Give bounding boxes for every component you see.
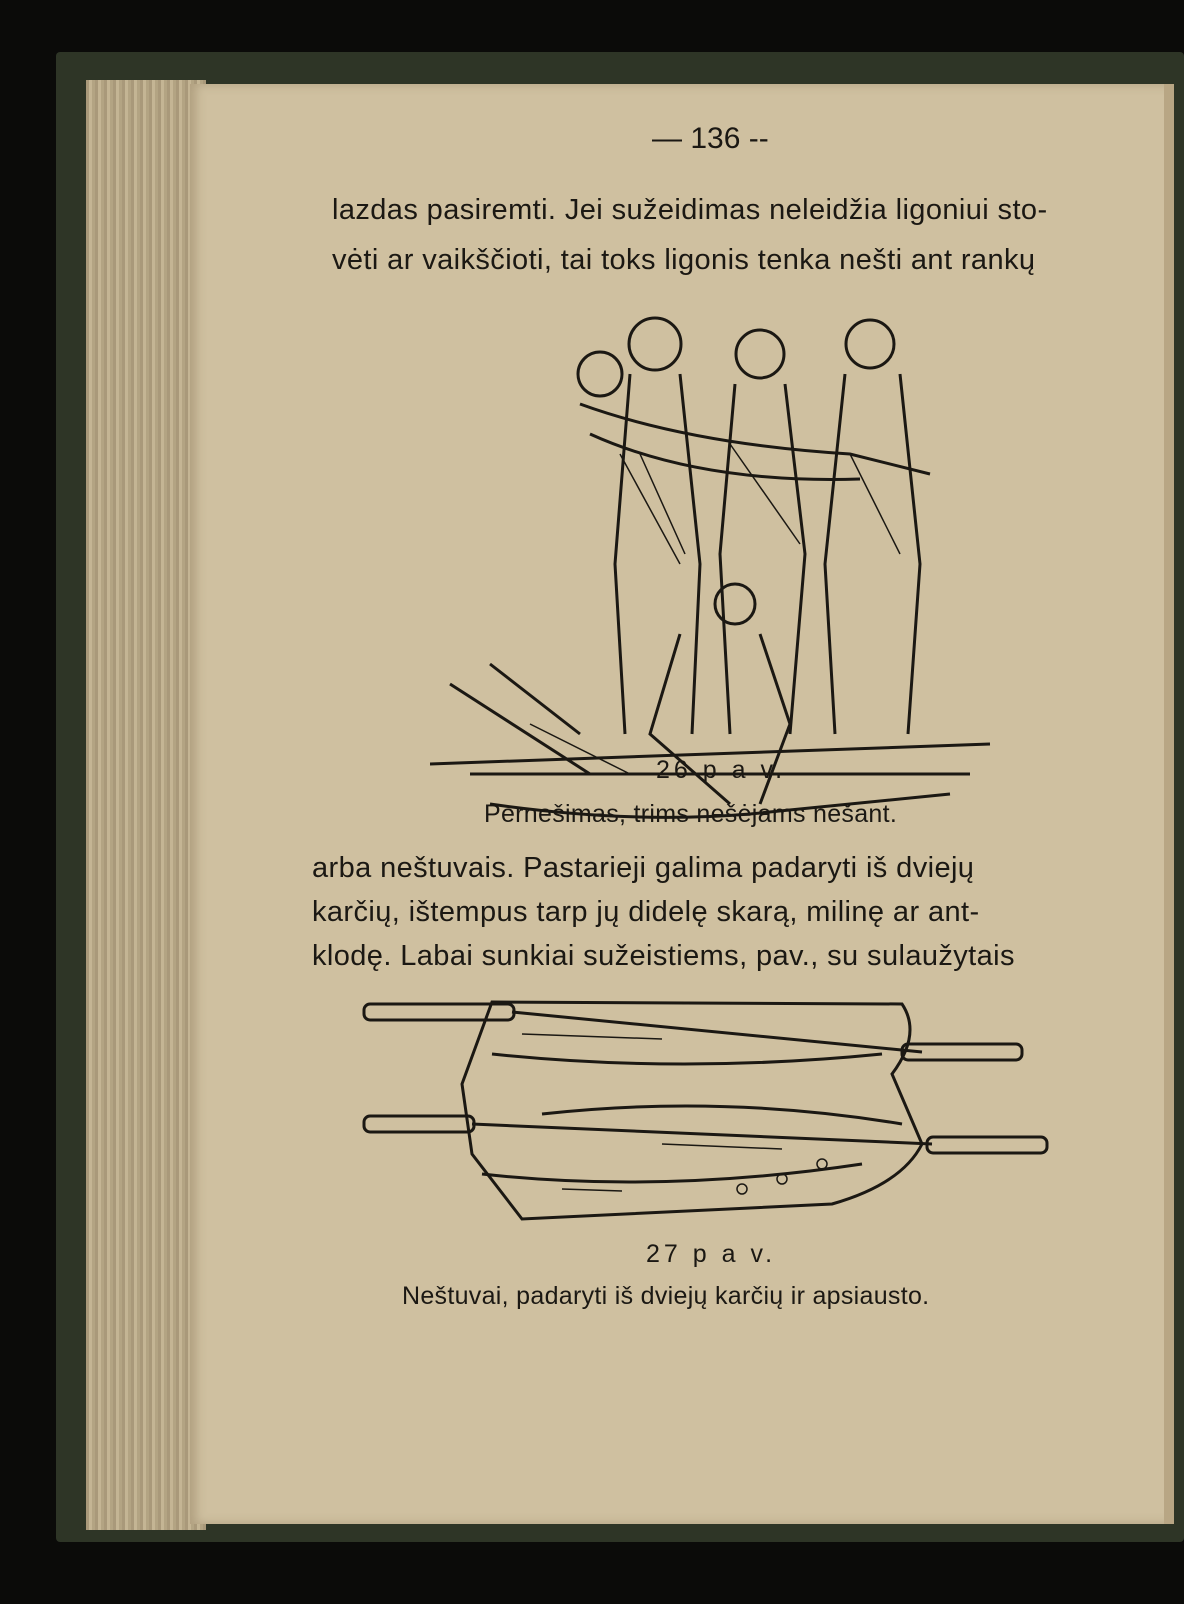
figure-27-illustration <box>362 994 1052 1234</box>
paragraph-2-line-2: karčių, ištempus tarp jų didelę skarą, milinę ar ant- <box>312 896 980 928</box>
figure-26-caption: Pernešimas, trims nešėjams nešant. <box>484 800 898 828</box>
paragraph-1-line-1: lazdas pasiremti. Jei sužeidimas neleidžia ligoniui sto- <box>332 194 1048 226</box>
figure-27-number: 27 p a v. <box>646 1240 777 1268</box>
page-number: — 136 -- <box>652 122 769 155</box>
book-page <box>190 84 1174 1524</box>
paragraph-1-line-2: vėti ar vaikščioti, tai toks ligonis tenka nešti ant rankų <box>332 244 1036 276</box>
paragraph-2-line-3: klodę. Labai sunkiai sužeistiems, pav., su sulaužytais <box>312 940 1015 972</box>
figure-26-number: 26 p a v. <box>656 756 787 784</box>
figure-27-caption: Neštuvai, padaryti iš dviejų karčių ir apsiausto. <box>402 1282 930 1310</box>
paragraph-2-line-1: arba neštuvais. Pastarieji galima padaryti iš dviejų <box>312 852 975 884</box>
page-edges <box>86 80 206 1530</box>
page-gutter <box>1164 84 1174 1524</box>
